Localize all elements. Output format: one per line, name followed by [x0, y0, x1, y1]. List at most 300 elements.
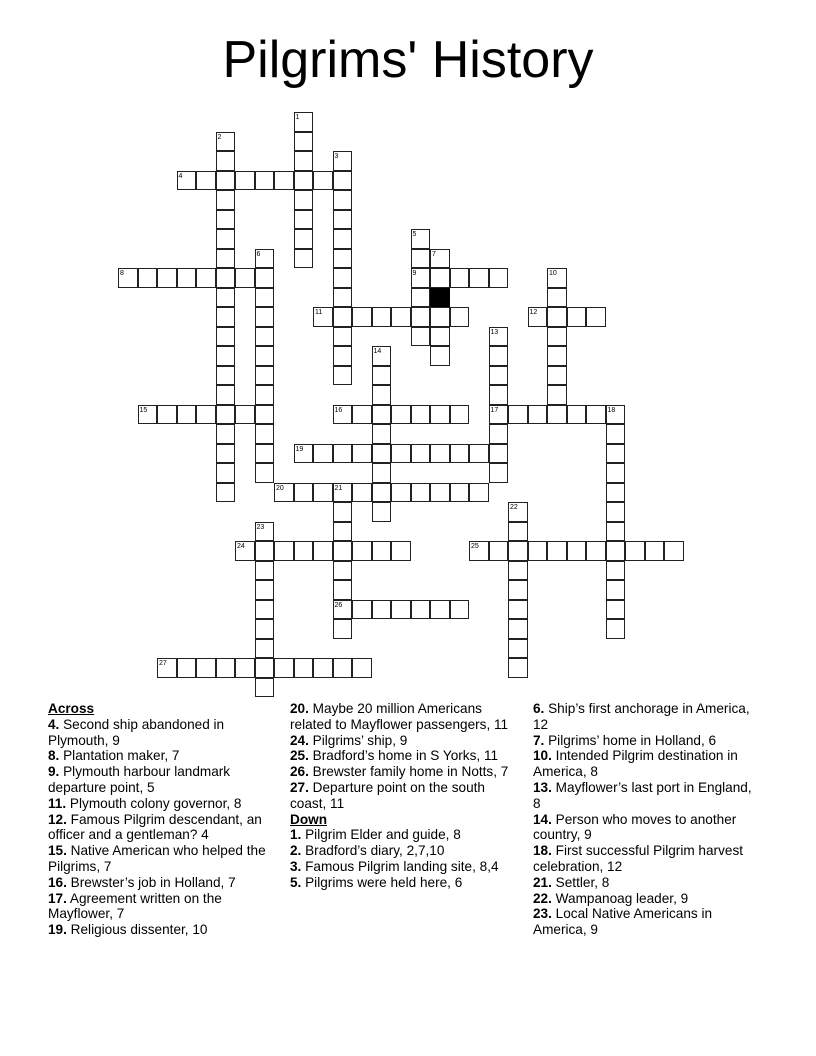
- clue-item[interactable]: [290, 827, 520, 843]
- grid-cell[interactable]: [216, 483, 236, 503]
- clue-item[interactable]: [290, 733, 520, 749]
- grid-cell[interactable]: [313, 171, 333, 191]
- clue-number: 22: [510, 504, 518, 511]
- grid-cell[interactable]: [216, 463, 236, 483]
- grid-cell[interactable]: [294, 151, 314, 171]
- grid-cell[interactable]: [606, 580, 626, 600]
- clue-text: Settler, 8: [551, 874, 610, 890]
- grid-cell[interactable]: [547, 405, 567, 425]
- grid-cell[interactable]: [313, 658, 333, 678]
- grid-cell[interactable]: [547, 366, 567, 386]
- grid-cell[interactable]: [216, 210, 236, 230]
- grid-cell[interactable]: [333, 249, 353, 269]
- grid-cell[interactable]: [469, 268, 489, 288]
- grid-cell[interactable]: [294, 483, 314, 503]
- clue-text: Maybe 20 million Americans related to Mayflower passengers, 11: [290, 701, 509, 732]
- grid-cell[interactable]: [450, 307, 470, 327]
- grid-cell[interactable]: [508, 561, 528, 581]
- clue-item[interactable]: [533, 843, 753, 875]
- grid-cell[interactable]: [391, 483, 411, 503]
- grid-cell[interactable]: [372, 502, 392, 522]
- grid-cell[interactable]: [118, 268, 138, 288]
- grid-cell[interactable]: [411, 268, 431, 288]
- grid-cell[interactable]: [255, 639, 275, 659]
- grid-cell[interactable]: [294, 444, 314, 464]
- grid-cell[interactable]: [274, 541, 294, 561]
- puzzle-title: Pilgrims' History: [222, 31, 594, 89]
- clue-number: 12: [529, 309, 538, 316]
- grid-cell[interactable]: [216, 288, 236, 308]
- grid-cell[interactable]: [430, 483, 450, 503]
- grid-cell[interactable]: [606, 600, 626, 620]
- grid-cell[interactable]: [508, 405, 528, 425]
- grid-cell[interactable]: [489, 444, 509, 464]
- grid-cell[interactable]: [255, 385, 275, 405]
- grid-cell[interactable]: [255, 346, 275, 366]
- grid-cell[interactable]: [489, 424, 509, 444]
- clue-number-label: 6.: [533, 701, 545, 716]
- grid-cell[interactable]: [450, 483, 470, 503]
- clue-item[interactable]: [48, 875, 273, 891]
- grid-cell[interactable]: [235, 268, 255, 288]
- clue-item[interactable]: [533, 906, 753, 938]
- grid-cell[interactable]: [333, 619, 353, 639]
- grid-cell[interactable]: [333, 268, 353, 288]
- down-clue-list-2: [533, 701, 753, 938]
- clue-text: Bradford’s home in S Yorks, 11: [308, 748, 499, 764]
- clue-number: 4: [178, 172, 183, 180]
- grid-cell[interactable]: [411, 229, 431, 249]
- grid-cell[interactable]: [216, 171, 236, 191]
- grid-cell[interactable]: [547, 268, 567, 288]
- grid-cell[interactable]: [372, 346, 392, 366]
- clue-text: Pilgrims were held here, 6: [301, 874, 463, 890]
- grid-cell[interactable]: [372, 424, 392, 444]
- grid-cell[interactable]: [333, 151, 353, 171]
- grid-cell[interactable]: [450, 268, 470, 288]
- clue-text: Famous Pilgrim descendant, an officer and a gentleman? 4: [48, 811, 262, 843]
- grid-cell[interactable]: [255, 658, 275, 678]
- clue-number-label: 5.: [290, 874, 302, 890]
- grid-cell[interactable]: [216, 327, 236, 347]
- clue-number-label: 3.: [290, 858, 302, 874]
- grid-cell[interactable]: [547, 346, 567, 366]
- grid-cell[interactable]: [333, 327, 353, 347]
- grid-cell[interactable]: [528, 541, 548, 561]
- clue-item[interactable]: [290, 764, 520, 780]
- grid-cell[interactable]: [216, 424, 236, 444]
- grid-cell[interactable]: [333, 190, 353, 210]
- clue-text: Pilgrims’ ship, 9: [308, 732, 408, 748]
- grid-cell[interactable]: [430, 405, 450, 425]
- across-clue-list-2: [290, 701, 520, 812]
- grid-cell[interactable]: [411, 249, 431, 269]
- grid-cell[interactable]: [255, 561, 275, 581]
- clue-item[interactable]: [533, 875, 753, 891]
- clue-number-label: 22.: [533, 890, 552, 906]
- grid-cell[interactable]: [508, 502, 528, 522]
- grid-cell[interactable]: [352, 658, 372, 678]
- clue-text: Person who moves to another country, 9: [533, 811, 737, 843]
- clue-item[interactable]: [48, 764, 273, 796]
- grid-cell[interactable]: [567, 541, 587, 561]
- grid-cell[interactable]: [606, 483, 626, 503]
- grid-cell[interactable]: [547, 288, 567, 308]
- grid-cell[interactable]: [372, 463, 392, 483]
- clue-text: Second ship abandoned in Plymouth, 9: [48, 716, 225, 748]
- grid-cell[interactable]: [196, 658, 216, 678]
- grid-cell[interactable]: [606, 444, 626, 464]
- grid-cell[interactable]: [352, 600, 372, 620]
- grid-cell[interactable]: [606, 463, 626, 483]
- clue-number-label: 21.: [533, 874, 552, 890]
- grid-cell[interactable]: [216, 366, 236, 386]
- grid-cell[interactable]: [391, 541, 411, 561]
- clue-number-label: 17.: [48, 890, 67, 906]
- grid-cell[interactable]: [489, 405, 509, 425]
- grid-cell[interactable]: [294, 541, 314, 561]
- clue-number-label: 26.: [290, 764, 309, 780]
- grid-cell[interactable]: [255, 268, 275, 288]
- grid-cell[interactable]: [372, 405, 392, 425]
- clue-item[interactable]: [48, 748, 273, 764]
- grid-cell[interactable]: [508, 658, 528, 678]
- grid-cell[interactable]: [430, 444, 450, 464]
- grid-cell[interactable]: [196, 405, 216, 425]
- grid-cell[interactable]: [411, 483, 431, 503]
- grid-cell[interactable]: [333, 580, 353, 600]
- grid-cell[interactable]: [586, 405, 606, 425]
- grid-cell[interactable]: [508, 600, 528, 620]
- grid-cell[interactable]: [489, 385, 509, 405]
- clue-text: Pilgrims’ home in Holland, 6: [544, 732, 717, 748]
- clue-number-label: 16.: [48, 874, 67, 890]
- grid-cell[interactable]: [489, 327, 509, 347]
- grid-cell[interactable]: [255, 424, 275, 444]
- grid-cell[interactable]: [352, 307, 372, 327]
- grid-cell[interactable]: [352, 541, 372, 561]
- grid-cell[interactable]: [567, 405, 587, 425]
- grid-cell[interactable]: [547, 385, 567, 405]
- clue-text: Intended Pilgrim destination in America, 8: [533, 748, 738, 780]
- grid-cell[interactable]: [411, 288, 431, 308]
- clue-item[interactable]: [290, 780, 520, 812]
- grid-cell[interactable]: [196, 171, 216, 191]
- grid-cell[interactable]: [216, 229, 236, 249]
- grid-cell[interactable]: [177, 268, 197, 288]
- grid-cell[interactable]: [274, 171, 294, 191]
- grid-cell[interactable]: [294, 190, 314, 210]
- grid-cell[interactable]: [177, 405, 197, 425]
- grid-cell[interactable]: [216, 405, 236, 425]
- grid-cell[interactable]: [294, 210, 314, 230]
- grid-cell[interactable]: [606, 522, 626, 542]
- clue-item[interactable]: [48, 717, 273, 749]
- grid-cell[interactable]: [372, 541, 392, 561]
- grid-cell[interactable]: [294, 658, 314, 678]
- clue-number-label: 14.: [533, 811, 552, 827]
- grid-cell[interactable]: [352, 483, 372, 503]
- clue-item[interactable]: [290, 875, 520, 891]
- clue-number: 7: [432, 250, 436, 258]
- grid-cell[interactable]: [411, 444, 431, 464]
- grid-cell[interactable]: [216, 132, 236, 152]
- clue-number: 8: [120, 270, 124, 277]
- grid-cell[interactable]: [255, 171, 275, 191]
- grid-cell[interactable]: [430, 600, 450, 620]
- grid-cell[interactable]: [255, 405, 275, 425]
- clue-text: Plantation maker, 7: [59, 748, 180, 764]
- grid-cell[interactable]: [313, 541, 333, 561]
- grid-cell[interactable]: [508, 639, 528, 659]
- grid-cell[interactable]: [216, 268, 236, 288]
- grid-cell[interactable]: [430, 327, 450, 347]
- clue-number-label: 20.: [290, 701, 309, 716]
- clue-number: 24: [237, 543, 245, 550]
- grid-cell[interactable]: [567, 307, 587, 327]
- grid-cell[interactable]: [313, 483, 333, 503]
- grid-cell[interactable]: [430, 249, 450, 269]
- grid-cell[interactable]: [216, 346, 236, 366]
- grid-cell[interactable]: [313, 307, 333, 327]
- grid-cell[interactable]: [274, 483, 294, 503]
- grid-cell[interactable]: [333, 366, 353, 386]
- grid-cell[interactable]: [645, 541, 665, 561]
- grid-cell[interactable]: [235, 171, 255, 191]
- grid-cell[interactable]: [606, 405, 626, 425]
- clue-number-label: 9.: [48, 764, 60, 780]
- clue-number-label: 8.: [48, 748, 60, 764]
- grid-cell[interactable]: [333, 405, 353, 425]
- clue-item[interactable]: [533, 701, 753, 733]
- clue-item[interactable]: [533, 891, 753, 907]
- grid-cell[interactable]: [606, 619, 626, 639]
- grid-cell[interactable]: [411, 307, 431, 327]
- clue-number-label: 18.: [533, 843, 552, 859]
- grid-cell[interactable]: [333, 210, 353, 230]
- grid-cell[interactable]: [372, 366, 392, 386]
- grid-cell[interactable]: [508, 522, 528, 542]
- grid-cell[interactable]: [528, 307, 548, 327]
- grid-cell[interactable]: [294, 132, 314, 152]
- clue-number: 16: [334, 406, 343, 414]
- grid-cell[interactable]: [177, 171, 197, 191]
- grid-cell[interactable]: [138, 405, 158, 425]
- clue-column-2: [290, 701, 520, 891]
- clue-number: 3: [334, 153, 339, 160]
- grid-cell[interactable]: [489, 268, 509, 288]
- clue-number-label: 11.: [48, 795, 67, 811]
- grid-cell[interactable]: [216, 385, 236, 405]
- grid-cell[interactable]: [333, 600, 353, 620]
- grid-cell[interactable]: [216, 658, 236, 678]
- clue-item[interactable]: [533, 780, 753, 812]
- clue-column-1: [48, 701, 273, 938]
- grid-cell[interactable]: [411, 600, 431, 620]
- clue-item[interactable]: [290, 843, 520, 859]
- grid-cell[interactable]: [255, 600, 275, 620]
- grid-cell[interactable]: [450, 444, 470, 464]
- grid-cell[interactable]: [255, 541, 275, 561]
- grid-cell[interactable]: [255, 444, 275, 464]
- clue-item[interactable]: [290, 701, 520, 733]
- grid-cell[interactable]: [333, 561, 353, 581]
- grid-cell[interactable]: [294, 229, 314, 249]
- clue-text: Native American who helped the Pilgrims, 7: [48, 843, 266, 874]
- grid-cell[interactable]: [372, 385, 392, 405]
- grid-cell[interactable]: [177, 658, 197, 678]
- grid-cell[interactable]: [255, 366, 275, 386]
- grid-cell[interactable]: [333, 229, 353, 249]
- clue-number: 11: [315, 309, 323, 316]
- grid-cell[interactable]: [606, 502, 626, 522]
- grid-cell[interactable]: [586, 541, 606, 561]
- grid-cell[interactable]: [157, 268, 177, 288]
- clue-item[interactable]: [48, 922, 273, 938]
- grid-cell[interactable]: [547, 307, 567, 327]
- grid-cell[interactable]: [372, 483, 392, 503]
- clue-item[interactable]: [48, 812, 273, 844]
- clue-item[interactable]: [290, 748, 520, 764]
- grid-cell[interactable]: [235, 541, 255, 561]
- grid-cell[interactable]: [157, 658, 177, 678]
- grid-cell[interactable]: [157, 405, 177, 425]
- clue-number: 23: [256, 523, 265, 531]
- clue-number: 19: [295, 445, 304, 453]
- clue-item[interactable]: [533, 733, 753, 749]
- grid-cell[interactable]: [450, 600, 470, 620]
- grid-cell[interactable]: [372, 444, 392, 464]
- grid-cell[interactable]: [625, 541, 645, 561]
- grid-cell[interactable]: [255, 522, 275, 542]
- grid-cell[interactable]: [411, 405, 431, 425]
- grid-cell[interactable]: [255, 307, 275, 327]
- grid-cell[interactable]: [235, 658, 255, 678]
- grid-cell[interactable]: [450, 405, 470, 425]
- grid-cell[interactable]: [138, 268, 158, 288]
- grid-cell[interactable]: [528, 405, 548, 425]
- clue-item[interactable]: [48, 843, 273, 875]
- clue-number: 25: [471, 543, 479, 550]
- grid-cell[interactable]: [547, 327, 567, 347]
- grid-cell[interactable]: [606, 424, 626, 444]
- grid-cell[interactable]: [372, 600, 392, 620]
- grid-cell[interactable]: [469, 444, 489, 464]
- clue-item[interactable]: [48, 796, 273, 812]
- grid-cell[interactable]: [333, 658, 353, 678]
- grid-cell[interactable]: [489, 463, 509, 483]
- grid-cell[interactable]: [216, 444, 236, 464]
- clue-item[interactable]: [48, 891, 273, 923]
- clue-text: Famous Pilgrim landing site, 8,4: [301, 858, 499, 874]
- grid-cell[interactable]: [391, 444, 411, 464]
- grid-cell[interactable]: [391, 405, 411, 425]
- clue-text: Pilgrim Elder and guide, 8: [301, 827, 461, 843]
- grid-cell[interactable]: [216, 249, 236, 269]
- clue-item[interactable]: [533, 748, 753, 780]
- grid-cell[interactable]: [372, 307, 392, 327]
- grid-cell[interactable]: [255, 327, 275, 347]
- grid-cell[interactable]: [664, 541, 684, 561]
- grid-cell[interactable]: [255, 288, 275, 308]
- clue-number: 1: [295, 114, 300, 121]
- clue-number-label: 1.: [290, 827, 302, 843]
- clue-text: Religious dissenter, 10: [66, 922, 208, 938]
- grid-cell[interactable]: [586, 307, 606, 327]
- grid-cell[interactable]: [606, 541, 626, 561]
- grid-cell[interactable]: [430, 307, 450, 327]
- grid-cell[interactable]: [489, 366, 509, 386]
- grid-cell[interactable]: [508, 619, 528, 639]
- clue-number-label: 15.: [48, 843, 67, 859]
- grid-cell[interactable]: [255, 619, 275, 639]
- grid-cell[interactable]: [255, 678, 275, 698]
- grid-cell[interactable]: [333, 483, 353, 503]
- grid-cell[interactable]: [196, 268, 216, 288]
- grid-cell[interactable]: [333, 444, 353, 464]
- grid-cell[interactable]: [469, 541, 489, 561]
- grid-cell[interactable]: [352, 444, 372, 464]
- grid-cell[interactable]: [216, 190, 236, 210]
- grid-cell[interactable]: [216, 307, 236, 327]
- grid-cell[interactable]: [255, 249, 275, 269]
- grid-cell[interactable]: [489, 541, 509, 561]
- clue-item[interactable]: [533, 812, 753, 844]
- grid-cell[interactable]: [274, 658, 294, 678]
- clue-column-3: [533, 701, 753, 938]
- clue-number: 2: [217, 133, 222, 141]
- grid-cell[interactable]: [352, 405, 372, 425]
- grid-cell[interactable]: [508, 541, 528, 561]
- grid-cell[interactable]: [606, 561, 626, 581]
- down-header: Down: [290, 811, 327, 827]
- grid-cell[interactable]: [333, 288, 353, 308]
- grid-cell[interactable]: [430, 268, 450, 288]
- grid-cell[interactable]: [216, 151, 236, 171]
- grid-cell[interactable]: [547, 541, 567, 561]
- grid-cell[interactable]: [313, 444, 333, 464]
- clue-number: 27: [159, 660, 167, 667]
- clue-number-label: 12.: [48, 811, 67, 827]
- grid-cell[interactable]: [255, 580, 275, 600]
- clue-number-label: 19.: [48, 922, 67, 938]
- grid-cell[interactable]: [411, 327, 431, 347]
- grid-cell[interactable]: [333, 502, 353, 522]
- grid-cell[interactable]: [508, 580, 528, 600]
- grid-cell[interactable]: [333, 541, 353, 561]
- grid-cell[interactable]: [294, 171, 314, 191]
- grid-cell[interactable]: [255, 463, 275, 483]
- grid-cell[interactable]: [333, 522, 353, 542]
- clue-text: Plymouth colony governor, 8: [66, 795, 242, 811]
- grid-cell[interactable]: [235, 405, 255, 425]
- grid-cell[interactable]: [333, 346, 353, 366]
- clue-number-label: 2.: [290, 843, 302, 859]
- clue-number-label: 4.: [48, 716, 60, 732]
- grid-cell[interactable]: [333, 307, 353, 327]
- grid-cell[interactable]: [489, 346, 509, 366]
- grid-cell[interactable]: [294, 112, 314, 132]
- grid-cell[interactable]: [391, 307, 411, 327]
- grid-cell[interactable]: [430, 346, 450, 366]
- clue-number-label: 10.: [533, 748, 552, 764]
- grid-cell[interactable]: [469, 483, 489, 503]
- grid-cell[interactable]: [333, 171, 353, 191]
- grid-cell[interactable]: [391, 600, 411, 620]
- grid-cell[interactable]: [294, 249, 314, 269]
- clue-item[interactable]: [290, 859, 520, 875]
- clue-number: 14: [373, 348, 382, 355]
